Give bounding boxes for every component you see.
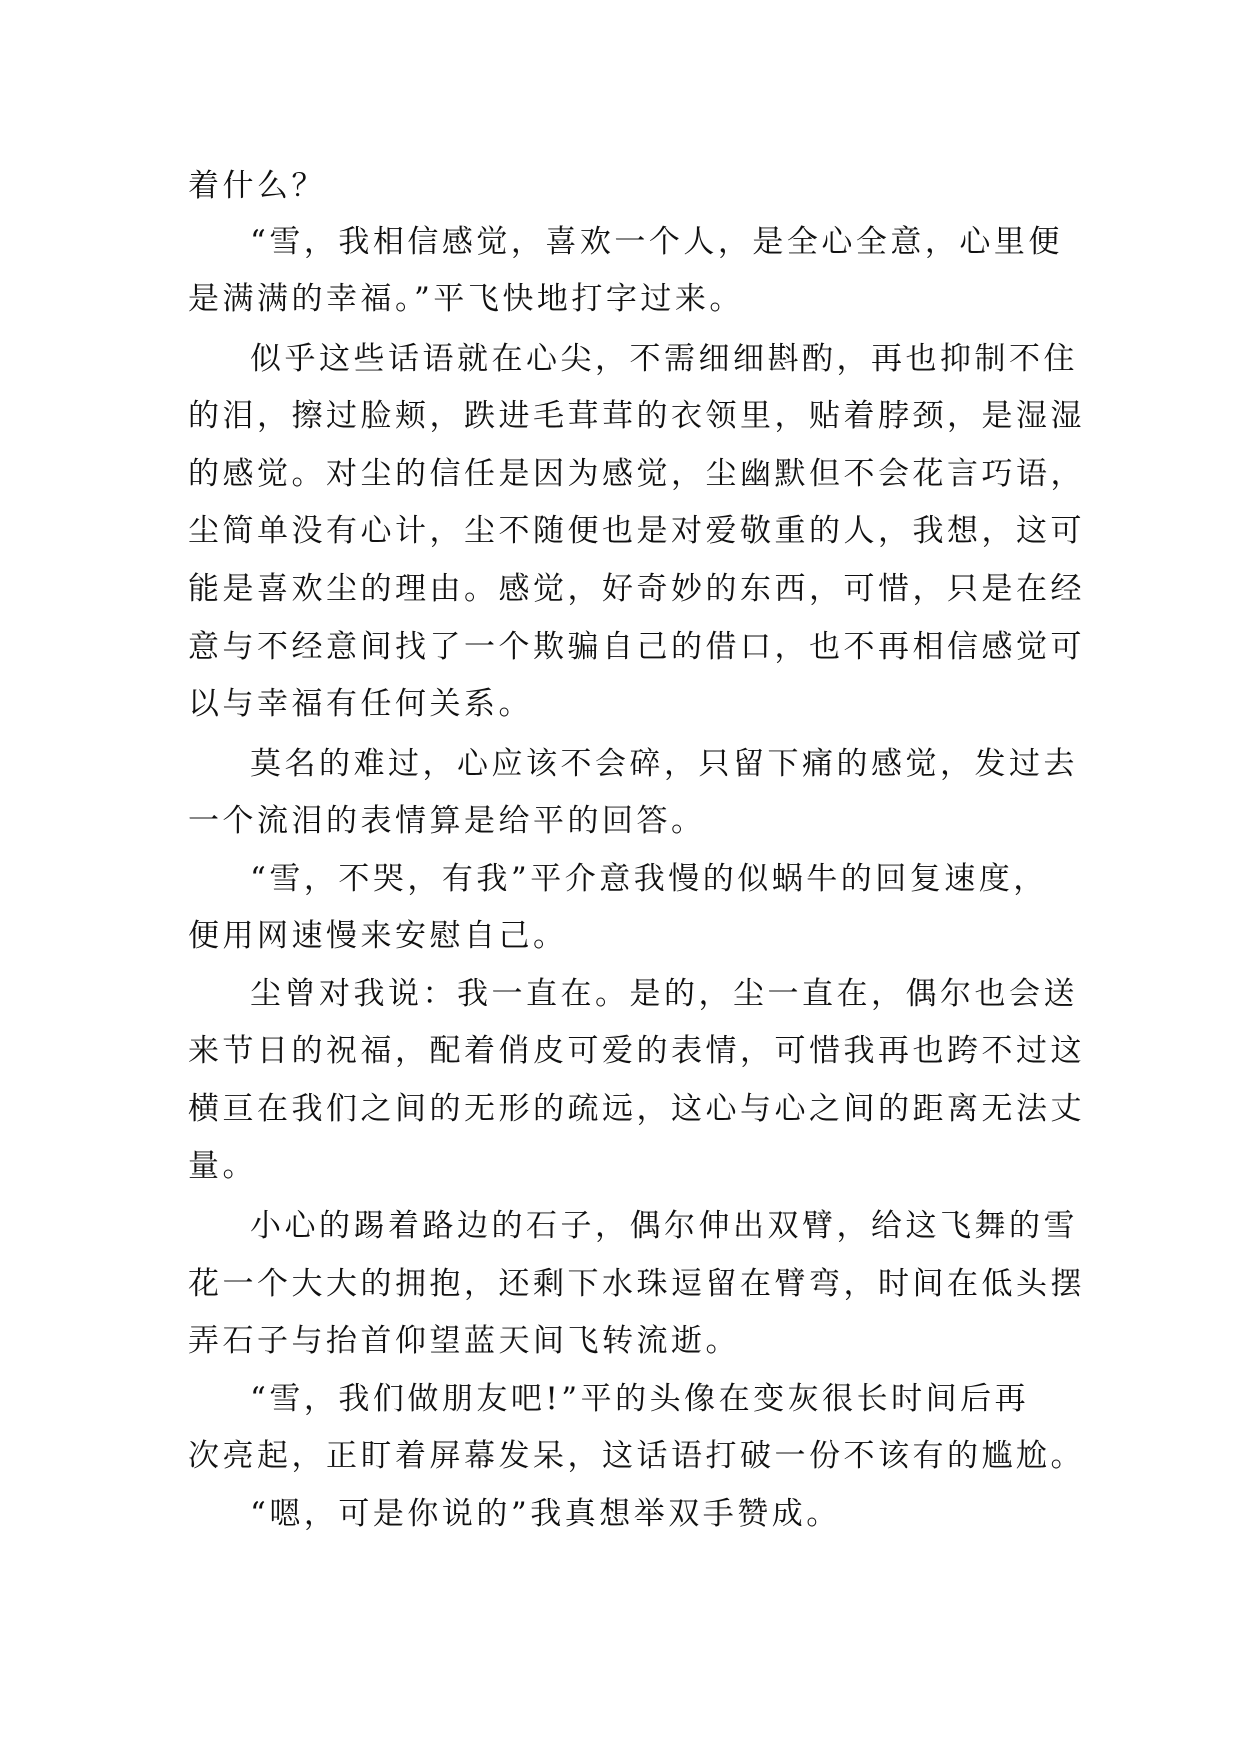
text-line: “雪，不哭，有我”平介意我慢的似蜗牛的回复速度， bbox=[250, 861, 1048, 897]
text-line: 是满满的幸福。”平飞快地打字过来。 bbox=[188, 281, 744, 317]
text-line: 以与幸福有任何关系。 bbox=[188, 686, 533, 722]
text-line: “嗯，可是你说的”我真想举双手赞成。 bbox=[250, 1496, 841, 1532]
text-line: 的感觉。对尘的信任是因为感觉，尘幽默但不会花言巧语， bbox=[188, 456, 1085, 492]
text-line: 着什么？ bbox=[188, 168, 326, 204]
text-line: 一个流泪的表情算是给平的回答。 bbox=[188, 803, 706, 839]
text-line: 意与不经意间找了一个欺骗自己的借口，也不再相信感觉可 bbox=[188, 629, 1085, 665]
text-line: 小心的踢着路边的石子，偶尔伸出双臂，给这飞舞的雪 bbox=[250, 1208, 1078, 1244]
text-line: 弄石子与抬首仰望蓝天间飞转流逝。 bbox=[188, 1323, 740, 1359]
text-line: 莫名的难过，心应该不会碎，只留下痛的感觉，发过去 bbox=[250, 746, 1078, 782]
text-line: 的泪，擦过脸颊，跌进毛茸茸的衣领里，贴着脖颈，是湿湿 bbox=[188, 398, 1085, 434]
text-line: “雪，我们做朋友吧!”平的头像在变灰很长时间后再 bbox=[250, 1381, 1030, 1417]
text-line: 横亘在我们之间的无形的疏远，这心与心之间的距离无法丈 bbox=[188, 1091, 1085, 1127]
text-line: 似乎这些话语就在心尖，不需细细斟酌，再也抑制不住 bbox=[250, 341, 1078, 377]
text-line: 花一个大大的拥抱，还剩下水珠逗留在臂弯，时间在低头摆 bbox=[188, 1266, 1085, 1302]
text-line: 尘曾对我说：我一直在。是的，尘一直在，偶尔也会送 bbox=[250, 976, 1078, 1012]
text-line: 能是喜欢尘的理由。感觉，好奇妙的东西，可惜，只是在经 bbox=[188, 571, 1085, 607]
text-line: 次亮起，正盯着屏幕发呆，这话语打破一份不该有的尴尬。 bbox=[188, 1438, 1085, 1474]
text-line: 来节日的祝福，配着俏皮可爱的表情，可惜我再也跨不过这 bbox=[188, 1033, 1085, 1069]
text-line: 尘简单没有心计，尘不随便也是对爱敬重的人，我想，这可 bbox=[188, 513, 1085, 549]
text-line: 便用网速慢来安慰自己。 bbox=[188, 918, 568, 954]
text-line: “雪，我相信感觉，喜欢一个人，是全心全意，心里便 bbox=[250, 224, 1063, 260]
text-line: 量。 bbox=[188, 1148, 257, 1184]
